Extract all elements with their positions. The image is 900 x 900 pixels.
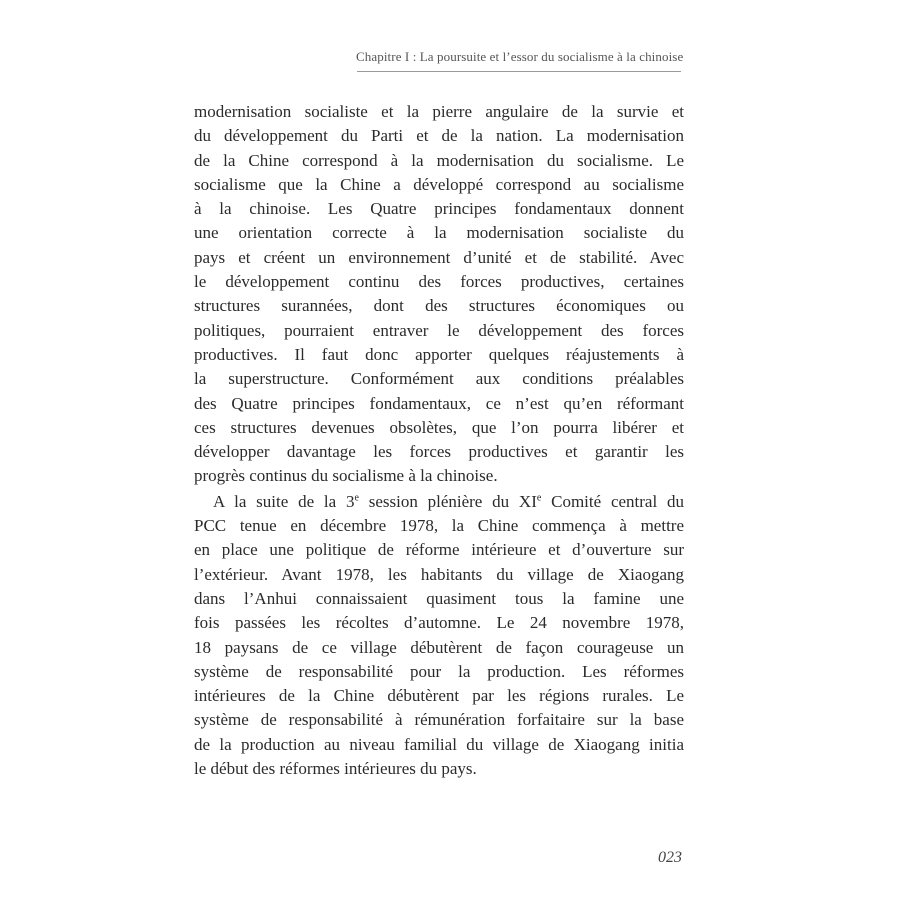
paragraph-line: 18 paysans de ce village débutèrent de façon courageuse un	[194, 637, 684, 657]
running-head: Chapitre I : La poursuite et l’essor du socialisme à la chinoise	[356, 49, 684, 64]
page-number: 023	[658, 849, 682, 866]
paragraph-line: structures surannées, dont des structures économiques ou	[194, 296, 684, 316]
paragraph-line: système de responsabilité à rémunération forfaitaire sur la base	[194, 710, 684, 730]
paragraph-line: une orientation correcte à la modernisation socialiste du	[194, 223, 684, 243]
paragraph-line: ces structures devenues obsolètes, que l’on pourra libérer et	[194, 417, 684, 437]
paragraph-line: en place une politique de réforme intérieure et d’ouverture sur	[194, 540, 684, 560]
text-fragment: Comité central du	[541, 491, 684, 511]
paragraph-line: fois passées les récoltes d’automne. Le 24 novembre 1978,	[194, 613, 684, 633]
paragraph-1	[194, 100, 684, 489]
paragraph-line: politiques, pourraient entraver le développement des forces	[194, 320, 684, 340]
paragraph-line: développer davantage les forces productives et garantir les	[194, 442, 684, 462]
paragraph-line: des Quatre principes fondamentaux, ce n’est qu’en réformant	[194, 393, 684, 413]
paragraph-line: système de responsabilité pour la production. Les réformes	[194, 661, 684, 681]
body-text	[194, 100, 684, 781]
paragraph-line: productives. Il faut donc apporter quelques réajustements à	[194, 344, 684, 364]
paragraph-line: la superstructure. Conformément aux conditions préalables	[194, 369, 684, 389]
paragraph-line: de la production au niveau familial du village de Xiaogang initia	[194, 734, 684, 754]
paragraph-line: le début des réformes intérieures du pays.	[194, 759, 477, 779]
superscript: e	[536, 492, 542, 504]
paragraph-line: le développement continu des forces productives, certaines	[194, 272, 684, 292]
text-fragment: A la suite de la 3	[213, 491, 355, 511]
paragraph-2	[194, 490, 684, 782]
paragraph-line: modernisation socialiste et la pierre angulaire de la survie et	[194, 102, 684, 121]
paragraph-line: du développement du Parti et de la nation. La modernisation	[194, 126, 684, 146]
paragraph-line: PCC tenue en décembre 1978, la Chine commença à mettre	[194, 516, 684, 536]
paragraph-line: intérieures de la Chine débutèrent par les régions rurales. Le	[194, 686, 684, 706]
paragraph-first-line	[194, 490, 684, 514]
text-fragment: session plénière du XI	[358, 491, 537, 511]
paragraph-line: de la Chine correspond à la modernisation du socialisme. Le	[194, 150, 684, 170]
superscript: e	[354, 492, 359, 504]
paragraph-line: dans l’Anhui connaissaient quasiment tous la famine une	[194, 588, 684, 608]
header-rule	[357, 71, 681, 72]
paragraph-line: pays et créent un environnement d’unité et de stabilité. Avec	[194, 247, 684, 267]
paragraph-line: progrès continus du socialisme à la chinoise.	[194, 466, 498, 486]
paragraph-line: socialisme que la Chine a développé correspond au socialisme	[194, 174, 684, 194]
paragraph-line: à la chinoise. Les Quatre principes fondamentaux donnent	[194, 199, 684, 219]
paragraph-line: l’extérieur. Avant 1978, les habitants du village de Xiaogang	[194, 564, 684, 584]
